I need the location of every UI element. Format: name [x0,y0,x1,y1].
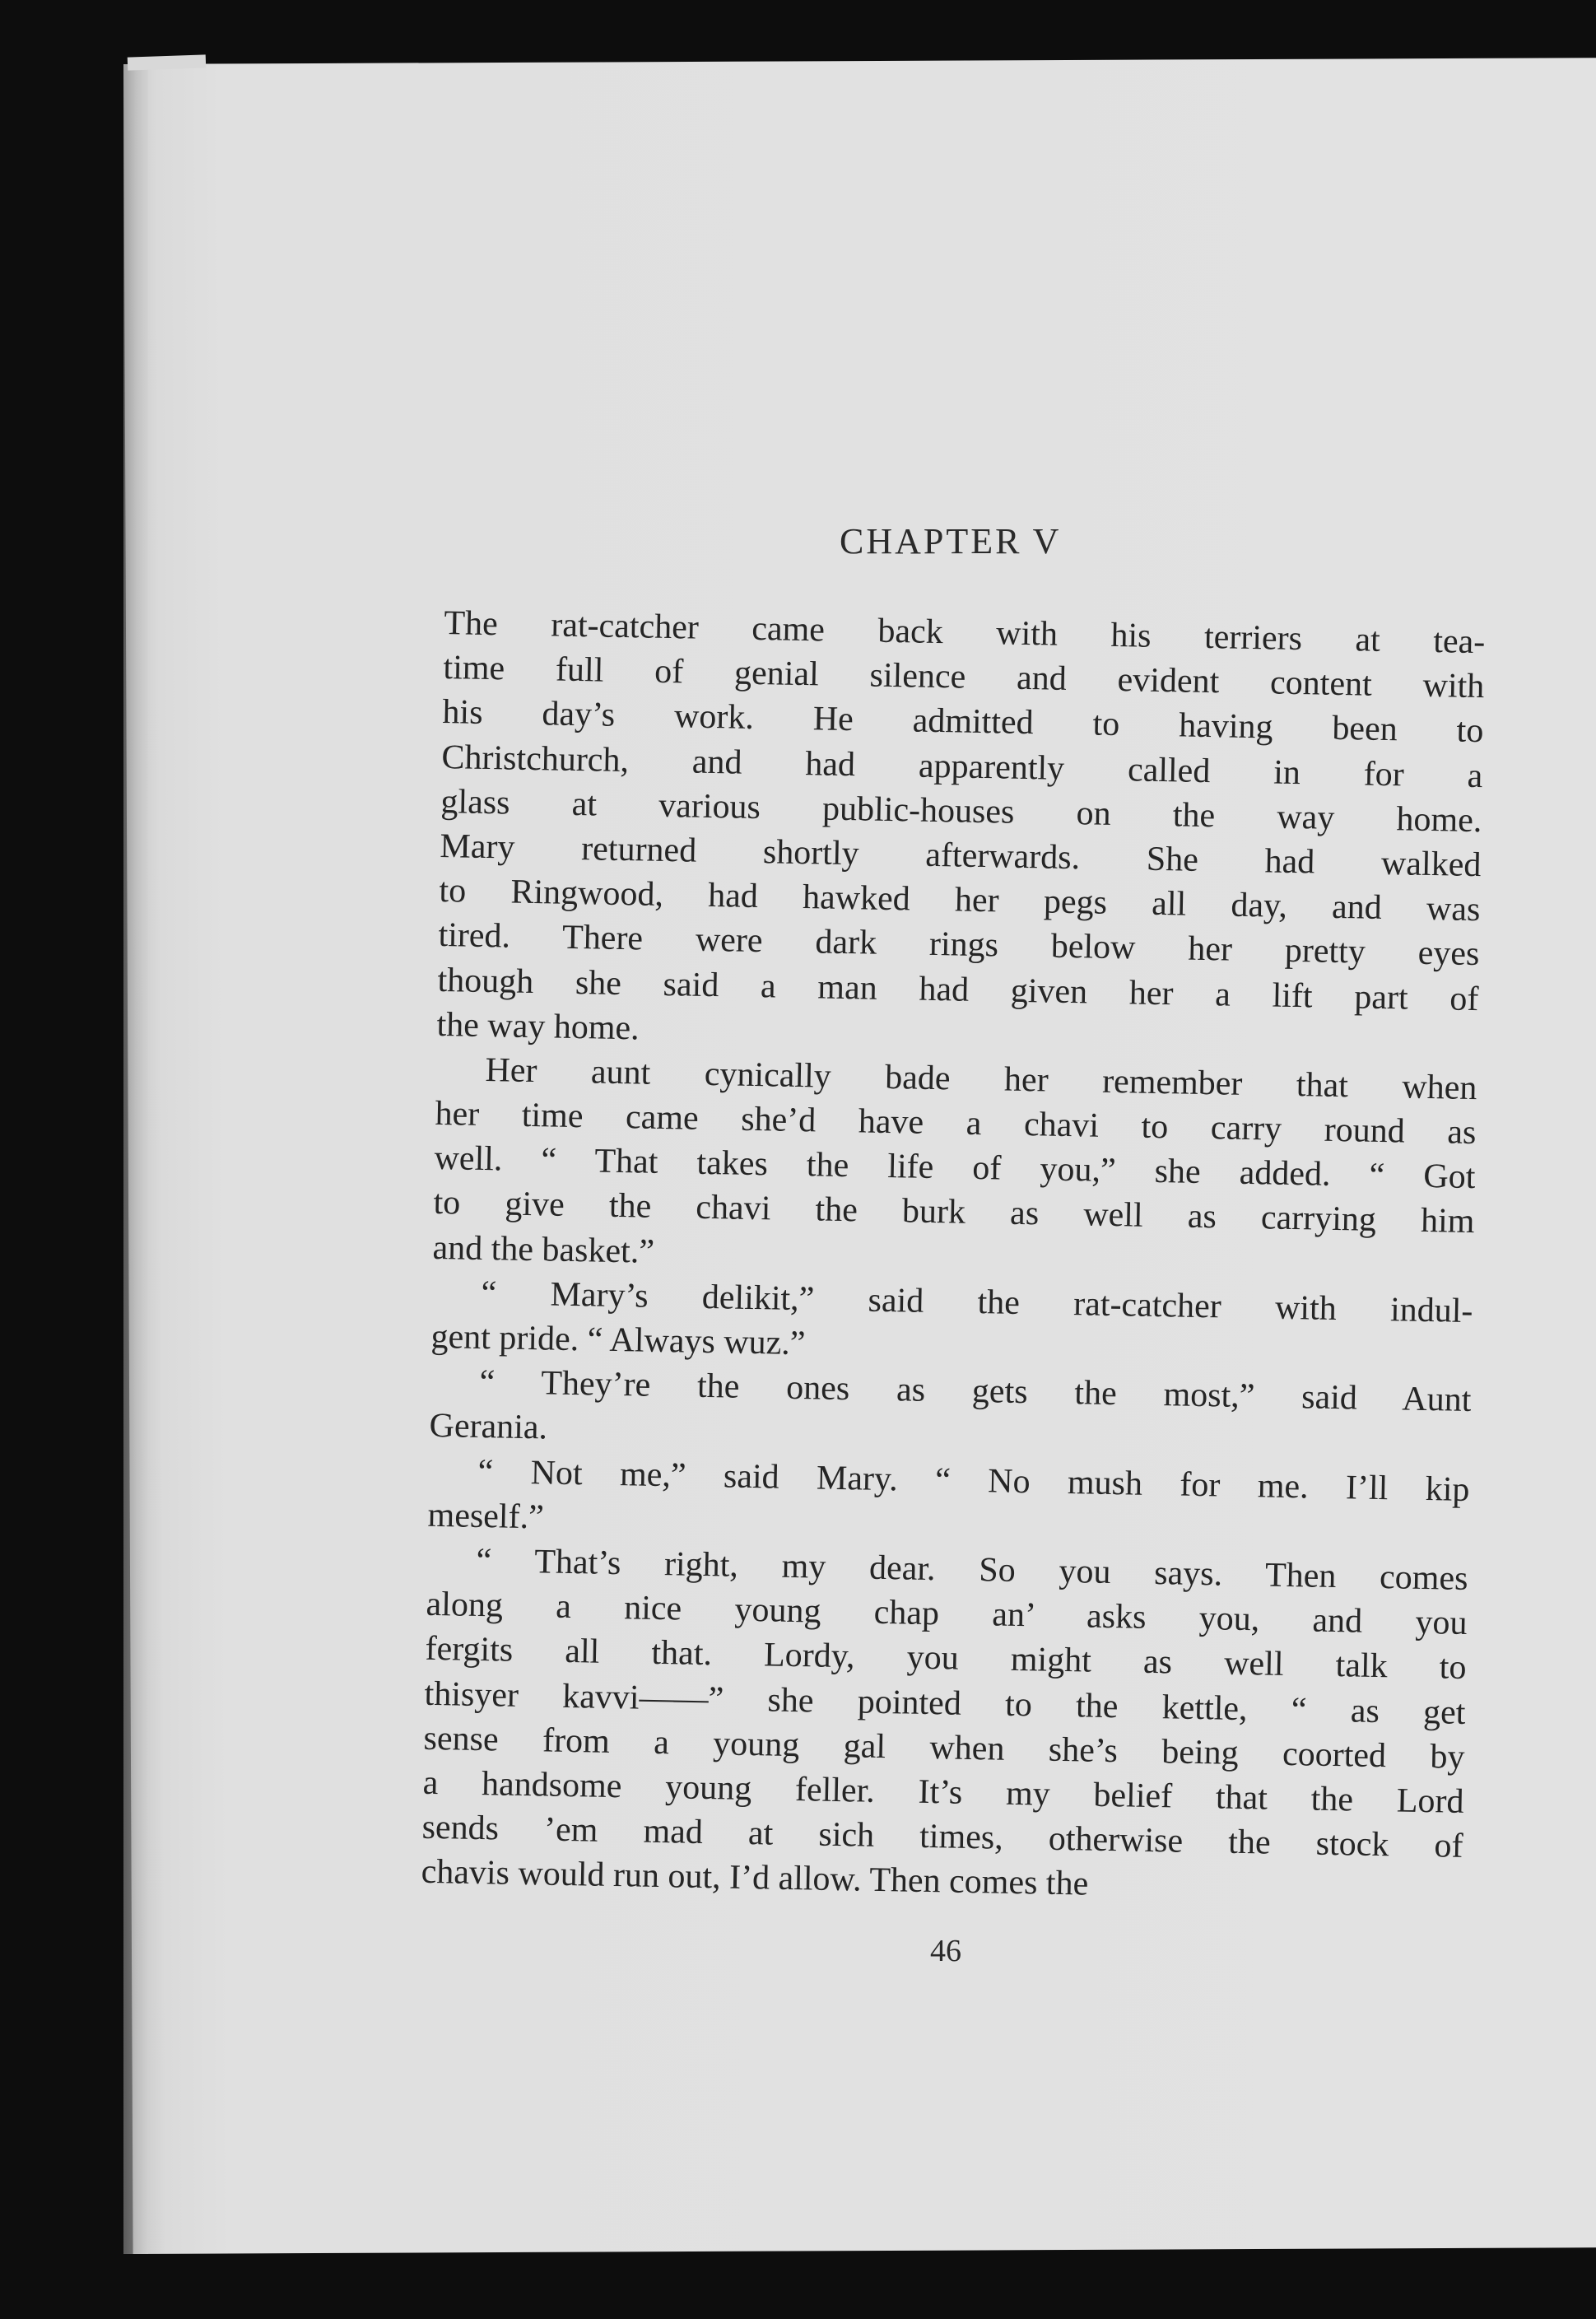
text-line: “ That’s right, my dear. So you says. Then comes [476,1541,1468,1598]
text-line: Gerania. [429,1407,548,1447]
text-line: sense from a young gal when she’s being coorted by [423,1719,1465,1777]
text-line: thisyer kavvi——” she pointed to the kettle, “ as get [424,1674,1466,1732]
text-line: “ Not me,” said Mary. “ No mush for me. I’ll kip [477,1452,1470,1509]
paragraph [436,601,1486,1066]
page-corner [128,54,207,70]
chapter-title: CHAPTER V [840,521,1062,561]
text-line: meself.” [427,1496,545,1537]
text-line: her time came she’d have a chavi to carry round as [435,1094,1477,1153]
text-line: time full of genial silence and evident content with [443,649,1485,706]
text-line: glass at various public-houses on the way home. [440,782,1482,840]
text-line: along a nice young chap an’ asks you, and you [426,1585,1468,1643]
text-line: a handsome young feller. It’s my belief that the Lord [422,1763,1464,1821]
text-line: to give the chavi the burk as well as carrying him [433,1184,1475,1241]
page-number: 46 [930,1934,961,1968]
text-line: to Ringwood, had hawked her pegs all day, and was [439,872,1481,929]
text-line: his day’s work. He admitted to having been to [442,693,1484,751]
text-line: though she said a man had given her a lift part of [437,961,1479,1018]
text-line: and the basket.” [432,1228,655,1271]
text-line: sends ’em mad at sich times, otherwise the stock of [421,1808,1463,1865]
body-text [421,601,1486,1913]
text-line: Mary returned shortly afterwards. She had walked [440,827,1482,885]
text-line: chavis would run out, I’d allow. Then comes the [421,1852,1089,1903]
page-edge-shadow [123,64,148,2254]
text-line: fergits all that. Lordy, you might as well talk to [425,1630,1467,1688]
text-line: “ They’re the ones as gets the most,” said Aunt [479,1363,1472,1420]
text-line: the way home. [436,1005,640,1048]
paragraph [421,1538,1468,1914]
text-line: gent pride. “ Always wuz.” [430,1317,806,1363]
text-line: well. “ That takes the life of you,” she added. “ Got [434,1139,1476,1197]
paragraph [432,1047,1477,1289]
scan-bottom-margin [123,2256,1596,2319]
text-line: “ Mary’s delikit,” said the rat-catcher with indul- [481,1274,1473,1330]
text-line: Christchurch, and had apparently called in for a [441,738,1483,795]
text-line: Her aunt cynically bade her remember that when [485,1050,1477,1107]
text-line: The rat-catcher came back with his terriers at tea- [444,603,1486,662]
text-line: tired. There were dark rings below her pretty eyes [438,916,1480,974]
